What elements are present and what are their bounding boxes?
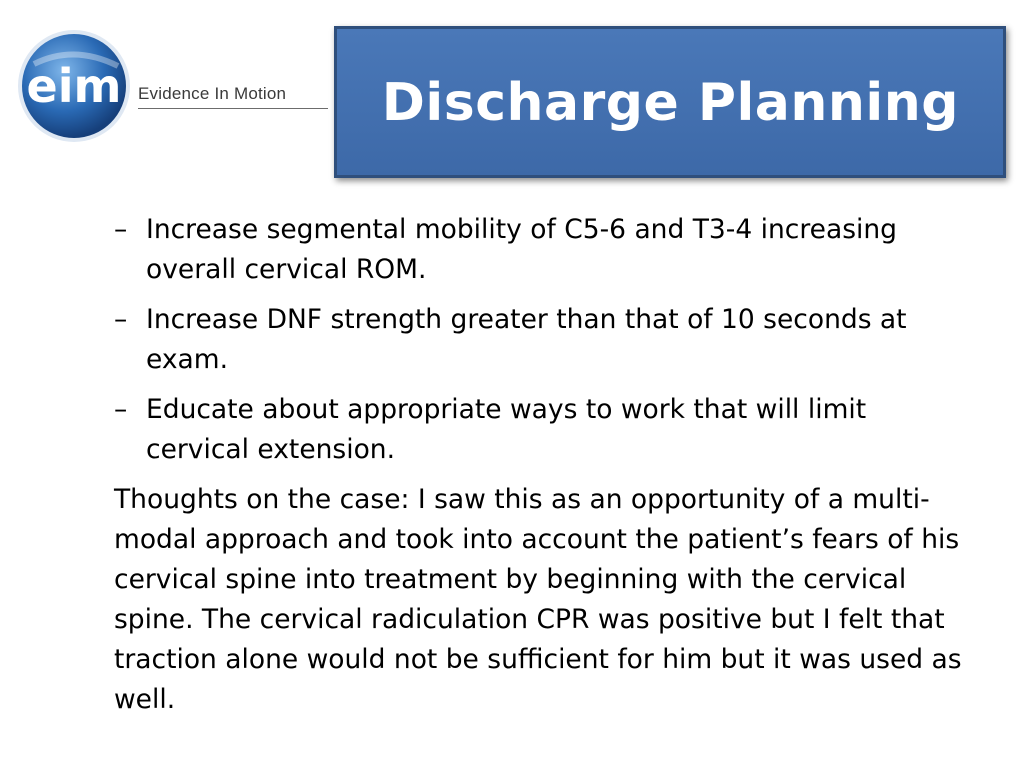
dash-marker: – [114, 394, 128, 425]
dash-marker: – [114, 214, 128, 245]
eim-logo-globe-icon [14, 26, 154, 144]
dash-marker: – [114, 304, 128, 335]
logo-mark-text: eim [26, 59, 122, 113]
slide-content [114, 210, 974, 747]
eim-logo [14, 26, 324, 144]
bullet-list [114, 210, 974, 470]
bullet-item [114, 210, 974, 290]
title-banner [334, 26, 1006, 178]
bullet-text: Increase segmental mobility of C5-6 and T3-4 increasing overall cervical ROM. [146, 214, 897, 285]
logo-underline [138, 108, 328, 109]
case-thoughts-paragraph: Thoughts on the case: I saw this as an opportunity of a multi-modal approach and took into account the patient’s fears of his cervical spine into treatment by beginning with the cervical spine. The cervical radiculation CPR was positive but I felt that traction alone would not be sufficient for him but it was used as well. [114, 484, 962, 715]
bullet-item [114, 390, 974, 470]
bullet-text: Educate about appropriate ways to work that will limit cervical extension. [146, 394, 867, 465]
bullet-item [114, 300, 974, 380]
logo-tagline: Evidence In Motion [138, 84, 287, 103]
slide-title: Discharge Planning [381, 73, 959, 133]
bullet-text: Increase DNF strength greater than that of 10 seconds at exam. [146, 304, 907, 375]
